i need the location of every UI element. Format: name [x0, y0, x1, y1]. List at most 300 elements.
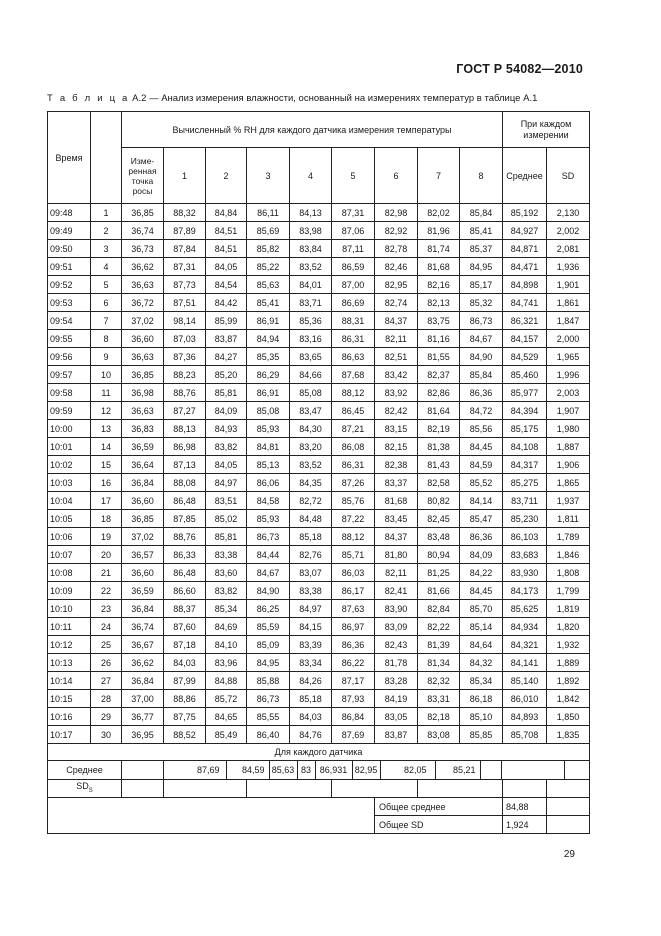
table-row [48, 708, 590, 726]
sensor-sd-cell-c [332, 780, 418, 798]
cell-sensor-8: 85,47 [460, 510, 503, 528]
cell-sensor-4: 83,20 [290, 438, 332, 456]
cell-sd: 1,808 [547, 564, 590, 582]
cell-sensor-7: 81,16 [418, 330, 460, 348]
cell-sensor-8: 85,84 [460, 204, 503, 222]
cell-sensor-1: 87,27 [164, 402, 206, 420]
cell-sensor-4: 83,84 [290, 240, 332, 258]
cell-average: 84,173 [503, 582, 547, 600]
cell-sensor-6: 83,92 [375, 384, 418, 402]
cell-sensor-2: 83,51 [206, 492, 247, 510]
cell-sensor-1: 86,98 [164, 438, 206, 456]
cell-time: 10:15 [48, 690, 91, 708]
cell-sensor-5: 86,45 [332, 402, 375, 420]
cell-dew-point: 36,57 [122, 546, 164, 564]
cell-sensor-6: 82,46 [375, 258, 418, 276]
table-row [48, 546, 590, 564]
cell-sensor-1: 86,48 [164, 564, 206, 582]
cell-sensor-1: 87,51 [164, 294, 206, 312]
cell-sensor-4: 83,52 [290, 258, 332, 276]
overall-average-row [48, 798, 590, 816]
cell-sensor-5: 86,69 [332, 294, 375, 312]
dew-point-label: Изме- ренная точка росы [128, 155, 157, 196]
cell-sd: 1,887 [547, 438, 590, 456]
table-row [48, 564, 590, 582]
cell-sensor-4: 84,30 [290, 420, 332, 438]
table-row [48, 438, 590, 456]
header-sensor-3: 3 [247, 148, 290, 204]
header-dew-point [122, 148, 164, 204]
table-row [48, 582, 590, 600]
cell-sd: 1,901 [547, 276, 590, 294]
caption-text: А.2 — Анализ измерения влажности, основанный на измерениях температур в таблице А.1 [129, 93, 538, 104]
table-row [48, 204, 590, 222]
cell-sensor-6: 82,38 [375, 456, 418, 474]
cell-sensor-6: 82,98 [375, 204, 418, 222]
cell-sensor-3: 84,90 [247, 582, 290, 600]
cell-sensor-8: 85,52 [460, 474, 503, 492]
cell-index: 29 [91, 708, 122, 726]
table-row [48, 294, 590, 312]
table-body [48, 204, 590, 744]
cell-sensor-4: 84,76 [290, 726, 332, 744]
cell-sensor-3: 84,58 [247, 492, 290, 510]
cell-time: 10:03 [48, 474, 91, 492]
cell-sensor-8: 86,36 [460, 528, 503, 546]
cell-sensor-6: 83,90 [375, 600, 418, 618]
cell-sd: 1,789 [547, 528, 590, 546]
cell-sensor-7: 80,82 [418, 492, 460, 510]
cell-dew-point: 36,59 [122, 582, 164, 600]
cell-sensor-2: 84,42 [206, 294, 247, 312]
cell-dew-point: 36,85 [122, 366, 164, 384]
cell-sensor-4: 85,08 [290, 384, 332, 402]
cell-time: 10:04 [48, 492, 91, 510]
cell-sensor-5: 86,17 [332, 582, 375, 600]
cell-sensor-6: 84,19 [375, 690, 418, 708]
cell-time: 09:58 [48, 384, 91, 402]
overall-sd-empty [547, 816, 590, 834]
cell-time: 09:49 [48, 222, 91, 240]
table-row [48, 330, 590, 348]
cell-sensor-3: 84,94 [247, 330, 290, 348]
sensor-average-row [48, 761, 590, 780]
overall-average-empty [547, 798, 590, 816]
cell-sensor-4: 83,71 [290, 294, 332, 312]
cell-dew-point: 36,60 [122, 330, 164, 348]
cell-sensor-5: 86,22 [332, 654, 375, 672]
sensor-sd-label-text: SD [76, 781, 89, 792]
cell-sensor-6: 82,11 [375, 330, 418, 348]
cell-sensor-1: 88,76 [164, 384, 206, 402]
cell-sensor-7: 81,64 [418, 402, 460, 420]
cell-sensor-6: 83,42 [375, 366, 418, 384]
cell-sd: 1,847 [547, 312, 590, 330]
cell-sd: 1,861 [547, 294, 590, 312]
cell-index: 17 [91, 492, 122, 510]
cell-sensor-5: 86,84 [332, 708, 375, 726]
table-row [48, 348, 590, 366]
cell-index: 24 [91, 618, 122, 636]
cell-sd: 1,835 [547, 726, 590, 744]
overall-average-label: Общее среднее [375, 798, 503, 816]
cell-sd: 1,965 [547, 348, 590, 366]
cell-sensor-2: 83,38 [206, 546, 247, 564]
cell-sensor-6: 84,37 [375, 528, 418, 546]
cell-sensor-7: 81,96 [418, 222, 460, 240]
sensor-sd-label [48, 780, 122, 798]
cell-sd: 2,002 [547, 222, 590, 240]
cell-sensor-4: 83,65 [290, 348, 332, 366]
cell-dew-point: 36,62 [122, 258, 164, 276]
sensor-sd-row [48, 780, 590, 798]
cell-sensor-1: 86,48 [164, 492, 206, 510]
cell-sensor-2: 84,51 [206, 240, 247, 258]
cell-sensor-3: 85,13 [247, 456, 290, 474]
cell-sensor-6: 82,74 [375, 294, 418, 312]
table-row [48, 492, 590, 510]
cell-index: 28 [91, 690, 122, 708]
cell-sensor-7: 82,16 [418, 276, 460, 294]
cell-sensor-2: 84,84 [206, 204, 247, 222]
cell-sensor-3: 86,25 [247, 600, 290, 618]
cell-sensor-8: 84,22 [460, 564, 503, 582]
cell-time: 10:17 [48, 726, 91, 744]
cell-sensor-7: 81,43 [418, 456, 460, 474]
table-row [48, 636, 590, 654]
cell-time: 10:13 [48, 654, 91, 672]
cell-sensor-1: 87,03 [164, 330, 206, 348]
cell-sensor-6: 82,43 [375, 636, 418, 654]
cell-sensor-3: 85,59 [247, 618, 290, 636]
per-sensor-heading: Для каждого датчика [48, 744, 590, 761]
cell-sensor-3: 85,09 [247, 636, 290, 654]
cell-time: 09:59 [48, 402, 91, 420]
cell-sensor-4: 83,34 [290, 654, 332, 672]
cell-time: 10:16 [48, 708, 91, 726]
cell-average: 84,871 [503, 240, 547, 258]
cell-sensor-8: 85,85 [460, 726, 503, 744]
overall-sd-label: Общее SD [375, 816, 503, 834]
cell-sensor-5: 86,31 [332, 456, 375, 474]
cell-dew-point: 36,74 [122, 222, 164, 240]
cell-sensor-7: 81,38 [418, 438, 460, 456]
document-code: ГОСТ Р 54082—2010 [456, 62, 583, 76]
cell-time: 09:56 [48, 348, 91, 366]
cell-sensor-4: 85,18 [290, 528, 332, 546]
cell-time: 10:10 [48, 600, 91, 618]
cell-time: 09:48 [48, 204, 91, 222]
cell-sensor-3: 84,67 [247, 564, 290, 582]
cell-sensor-7: 81,55 [418, 348, 460, 366]
header-sensor-2: 2 [206, 148, 247, 204]
cell-dew-point: 36,60 [122, 564, 164, 582]
cell-sensor-7: 82,86 [418, 384, 460, 402]
sensor-average-empty-b [501, 761, 564, 779]
table-row [48, 258, 590, 276]
cell-dew-point: 36,74 [122, 618, 164, 636]
cell-average: 85,192 [503, 204, 547, 222]
table-row [48, 618, 590, 636]
cell-sensor-5: 87,11 [332, 240, 375, 258]
table-row [48, 276, 590, 294]
cell-sensor-8: 84,32 [460, 654, 503, 672]
table-row [48, 654, 590, 672]
cell-dew-point: 36,73 [122, 240, 164, 258]
cell-average: 84,321 [503, 636, 547, 654]
cell-sensor-1: 88,52 [164, 726, 206, 744]
overall-blank [48, 798, 375, 834]
cell-sensor-5: 86,08 [332, 438, 375, 456]
table-row [48, 366, 590, 384]
cell-average: 85,708 [503, 726, 547, 744]
cell-average: 85,175 [503, 420, 547, 438]
cell-sensor-7: 81,66 [418, 582, 460, 600]
cell-sensor-3: 85,08 [247, 402, 290, 420]
cell-sensor-8: 84,72 [460, 402, 503, 420]
cell-sensor-4: 83,07 [290, 564, 332, 582]
cell-average: 83,930 [503, 564, 547, 582]
cell-sensor-1: 87,31 [164, 258, 206, 276]
cell-sensor-2: 83,96 [206, 654, 247, 672]
cell-average: 84,317 [503, 456, 547, 474]
cell-sensor-8: 84,45 [460, 438, 503, 456]
cell-sd: 1,842 [547, 690, 590, 708]
cell-sensor-2: 85,20 [206, 366, 247, 384]
cell-average: 84,898 [503, 276, 547, 294]
cell-sensor-6: 83,09 [375, 618, 418, 636]
cell-dew-point: 36,84 [122, 672, 164, 690]
overall-average-value: 84,88 [503, 798, 547, 816]
cell-sensor-1: 87,85 [164, 510, 206, 528]
cell-sensor-1: 88,23 [164, 366, 206, 384]
sensor-average-7: 82,05 [380, 761, 435, 779]
cell-index: 6 [91, 294, 122, 312]
cell-sd: 1,889 [547, 654, 590, 672]
cell-time: 10:07 [48, 546, 91, 564]
cell-sensor-5: 87,26 [332, 474, 375, 492]
cell-index: 21 [91, 564, 122, 582]
cell-sensor-7: 80,94 [418, 546, 460, 564]
cell-sensor-2: 84,54 [206, 276, 247, 294]
cell-sensor-7: 83,08 [418, 726, 460, 744]
header-per-measure: При каждом измерении [503, 112, 590, 148]
cell-sensor-2: 83,82 [206, 582, 247, 600]
cell-index: 13 [91, 420, 122, 438]
cell-index: 11 [91, 384, 122, 402]
cell-index: 14 [91, 438, 122, 456]
cell-sensor-7: 81,39 [418, 636, 460, 654]
overall-sd-value: 1,924 [503, 816, 547, 834]
table-row [48, 510, 590, 528]
cell-sensor-8: 86,18 [460, 690, 503, 708]
cell-sd: 1,980 [547, 420, 590, 438]
cell-time: 10:14 [48, 672, 91, 690]
cell-average: 85,140 [503, 672, 547, 690]
cell-time: 09:54 [48, 312, 91, 330]
cell-dew-point: 36,64 [122, 456, 164, 474]
cell-sensor-7: 81,25 [418, 564, 460, 582]
table-row [48, 312, 590, 330]
cell-sensor-3: 86,91 [247, 384, 290, 402]
table-row [48, 690, 590, 708]
cell-index: 2 [91, 222, 122, 240]
cell-sensor-1: 87,84 [164, 240, 206, 258]
cell-sd: 2,000 [547, 330, 590, 348]
cell-dew-point: 36,59 [122, 438, 164, 456]
cell-sensor-6: 82,11 [375, 564, 418, 582]
cell-time: 09:55 [48, 330, 91, 348]
table-row [48, 420, 590, 438]
cell-sensor-3: 85,55 [247, 708, 290, 726]
cell-sensor-5: 86,31 [332, 330, 375, 348]
cell-time: 10:12 [48, 636, 91, 654]
sensor-average-4: 83 [297, 761, 315, 779]
cell-sensor-1: 88,86 [164, 690, 206, 708]
cell-sensor-3: 85,22 [247, 258, 290, 276]
table-row [48, 240, 590, 258]
cell-sensor-2: 84,09 [206, 402, 247, 420]
cell-sensor-3: 86,73 [247, 690, 290, 708]
cell-average: 83,683 [503, 546, 547, 564]
cell-time: 09:57 [48, 366, 91, 384]
table-row [48, 528, 590, 546]
cell-sensor-5: 87,00 [332, 276, 375, 294]
cell-sensor-4: 83,98 [290, 222, 332, 240]
cell-sensor-5: 87,21 [332, 420, 375, 438]
cell-sensor-8: 85,10 [460, 708, 503, 726]
cell-sensor-8: 85,37 [460, 240, 503, 258]
cell-sd: 2,081 [547, 240, 590, 258]
cell-sensor-3: 85,93 [247, 510, 290, 528]
cell-average: 84,893 [503, 708, 547, 726]
cell-sd: 1,892 [547, 672, 590, 690]
sensor-sd-cell-a [164, 780, 247, 798]
cell-sensor-3: 85,35 [247, 348, 290, 366]
cell-sensor-4: 84,48 [290, 510, 332, 528]
cell-dew-point: 36,85 [122, 204, 164, 222]
cell-sensor-7: 82,37 [418, 366, 460, 384]
cell-sensor-8: 86,73 [460, 312, 503, 330]
sensor-sd-blank [122, 780, 164, 798]
cell-index: 26 [91, 654, 122, 672]
table-summary [48, 744, 590, 834]
cell-sensor-2: 85,72 [206, 690, 247, 708]
cell-time: 10:09 [48, 582, 91, 600]
cell-sensor-1: 87,99 [164, 672, 206, 690]
cell-index: 9 [91, 348, 122, 366]
cell-sensor-2: 85,81 [206, 384, 247, 402]
cell-sensor-5: 86,97 [332, 618, 375, 636]
table-caption [47, 93, 537, 104]
cell-average: 85,460 [503, 366, 547, 384]
cell-sd: 1,819 [547, 600, 590, 618]
sensor-sd-cell-f [547, 780, 590, 798]
cell-sensor-4: 84,01 [290, 276, 332, 294]
cell-index: 3 [91, 240, 122, 258]
cell-sensor-7: 82,45 [418, 510, 460, 528]
cell-index: 22 [91, 582, 122, 600]
cell-sensor-7: 83,75 [418, 312, 460, 330]
header-sensor-7: 7 [418, 148, 460, 204]
cell-sensor-7: 82,18 [418, 708, 460, 726]
header-sensor-5: 5 [332, 148, 375, 204]
cell-sensor-3: 86,06 [247, 474, 290, 492]
cell-sensor-2: 85,81 [206, 528, 247, 546]
sensor-sd-cell-d [418, 780, 503, 798]
cell-dew-point: 36,77 [122, 708, 164, 726]
cell-index: 10 [91, 366, 122, 384]
cell-sd: 1,811 [547, 510, 590, 528]
cell-sensor-2: 84,88 [206, 672, 247, 690]
cell-sensor-5: 87,69 [332, 726, 375, 744]
cell-sensor-1: 87,36 [164, 348, 206, 366]
cell-sensor-3: 86,40 [247, 726, 290, 744]
cell-sensor-3: 86,73 [247, 528, 290, 546]
cell-sensor-6: 83,28 [375, 672, 418, 690]
cell-sensor-4: 83,47 [290, 402, 332, 420]
cell-sensor-4: 84,66 [290, 366, 332, 384]
cell-sd: 2,130 [547, 204, 590, 222]
cell-sensor-6: 82,41 [375, 582, 418, 600]
sensor-sd-subscript: S [88, 787, 93, 794]
cell-sensor-5: 85,71 [332, 546, 375, 564]
cell-average: 85,275 [503, 474, 547, 492]
cell-sensor-8: 86,36 [460, 384, 503, 402]
cell-sensor-8: 84,90 [460, 348, 503, 366]
table-row [48, 222, 590, 240]
cell-sensor-8: 84,67 [460, 330, 503, 348]
cell-time: 09:52 [48, 276, 91, 294]
cell-sensor-4: 84,35 [290, 474, 332, 492]
table-row [48, 600, 590, 618]
cell-dew-point: 36,63 [122, 402, 164, 420]
cell-index: 25 [91, 636, 122, 654]
cell-sensor-8: 85,17 [460, 276, 503, 294]
cell-average: 84,934 [503, 618, 547, 636]
cell-time: 10:11 [48, 618, 91, 636]
cell-sensor-5: 86,63 [332, 348, 375, 366]
cell-time: 10:05 [48, 510, 91, 528]
table-row [48, 402, 590, 420]
cell-sensor-6: 82,78 [375, 240, 418, 258]
cell-sensor-1: 88,76 [164, 528, 206, 546]
cell-sensor-1: 88,32 [164, 204, 206, 222]
cell-time: 09:50 [48, 240, 91, 258]
cell-index: 8 [91, 330, 122, 348]
cell-sensor-6: 81,68 [375, 492, 418, 510]
table-row [48, 456, 590, 474]
cell-sensor-2: 83,60 [206, 564, 247, 582]
cell-average: 84,157 [503, 330, 547, 348]
table-row [48, 384, 590, 402]
cell-sensor-8: 84,14 [460, 492, 503, 510]
cell-sensor-3: 85,41 [247, 294, 290, 312]
cell-sensor-8: 85,70 [460, 600, 503, 618]
cell-sensor-1: 98,14 [164, 312, 206, 330]
cell-sensor-8: 84,59 [460, 456, 503, 474]
sensor-average-values [164, 761, 590, 780]
cell-sensor-1: 84,03 [164, 654, 206, 672]
cell-sensor-3: 86,29 [247, 366, 290, 384]
cell-sensor-3: 86,91 [247, 312, 290, 330]
cell-sensor-6: 82,51 [375, 348, 418, 366]
cell-average: 85,625 [503, 600, 547, 618]
cell-sensor-3: 85,88 [247, 672, 290, 690]
cell-dew-point: 36,72 [122, 294, 164, 312]
cell-sd: 1,865 [547, 474, 590, 492]
cell-sensor-2: 84,05 [206, 456, 247, 474]
